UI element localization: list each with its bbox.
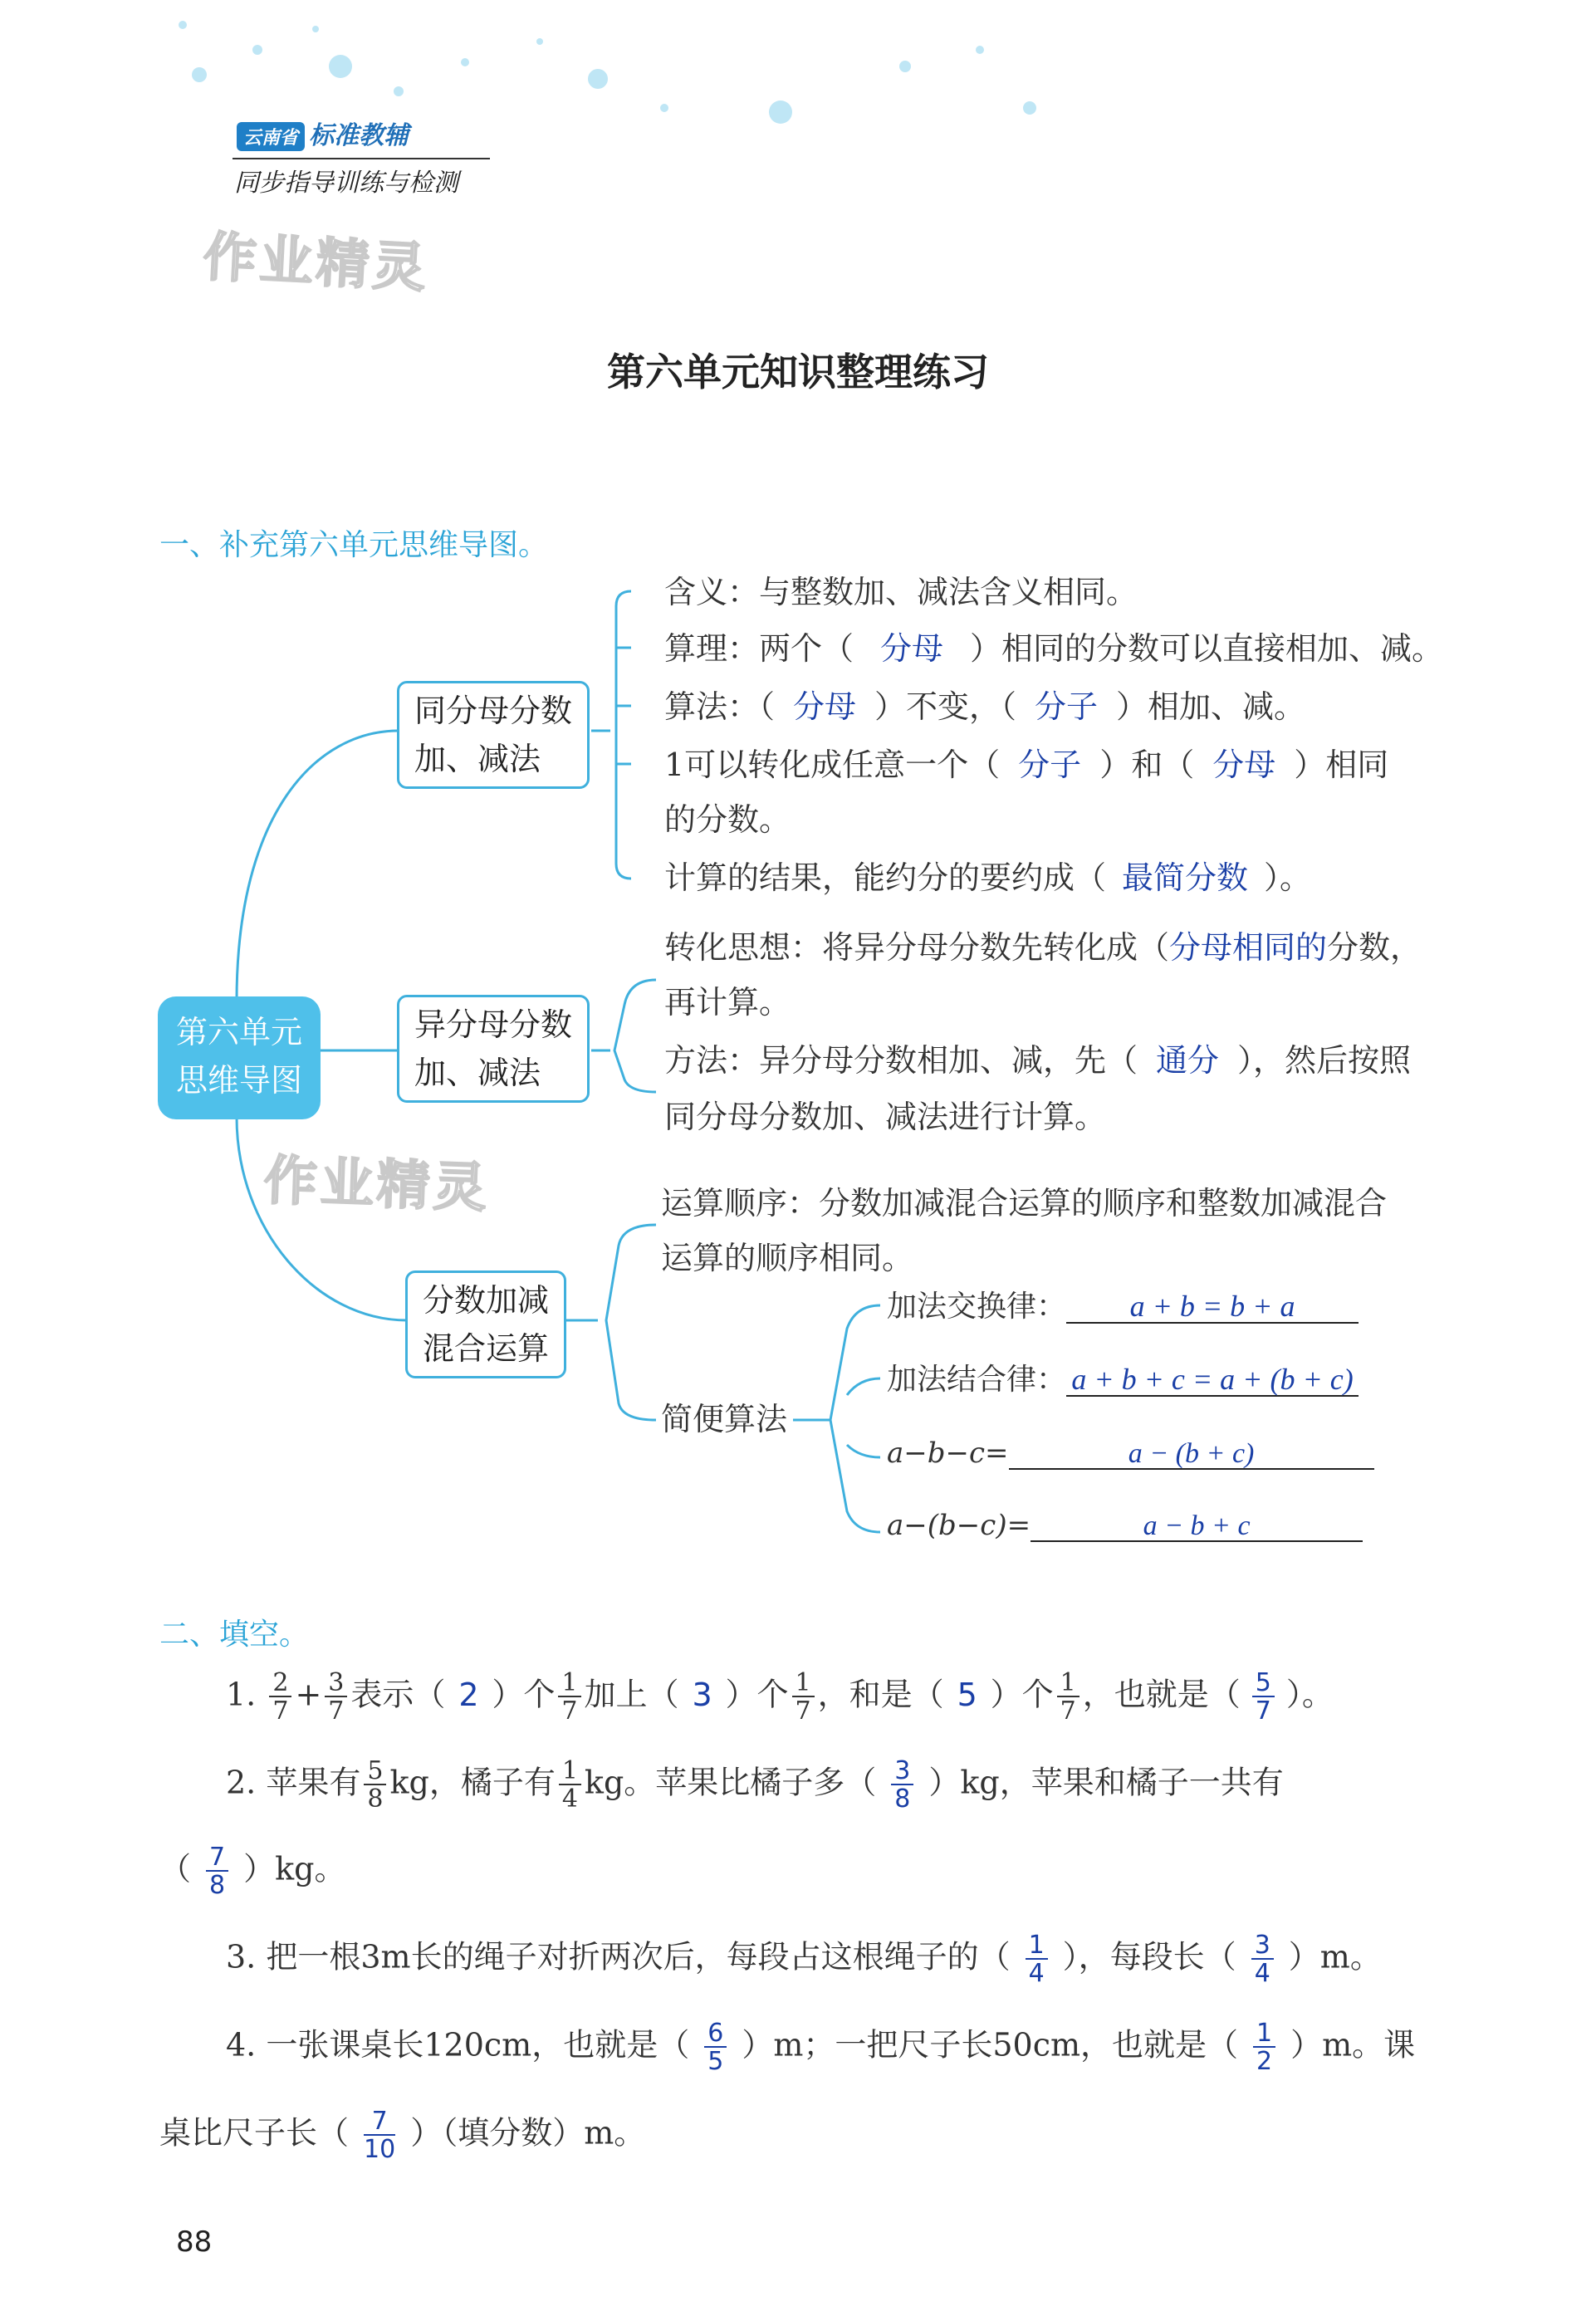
b1-item3-text-b: ）不变，（ [874, 688, 1017, 725]
b2-item2-text-b: ），然后按照 [1237, 1042, 1412, 1079]
law4-label: a−(b−c)= [887, 1509, 1031, 1542]
b1-item4-answer2: 分母 [1212, 747, 1276, 783]
law1 [887, 1291, 1359, 1324]
branch3-line1: 分数加减 [423, 1282, 550, 1319]
section1-heading: 一、补充第六单元思维导图。 [159, 528, 549, 562]
branch1-node [397, 681, 590, 789]
law3-label: a−b−c= [887, 1437, 1009, 1470]
branch3-line2: 混合运算 [423, 1330, 550, 1367]
b1-item2-text-a: 算理：两个（ [664, 630, 854, 667]
b2-item1-text-a: 转化思想：将异分母分数先转化成（ [664, 929, 1170, 966]
q1-answer1: 2 [458, 1676, 479, 1713]
q2-frac2: $\frac{1}{4}$ [559, 1759, 581, 1812]
q1-answer4: $\frac{5}{7}$ [1252, 1671, 1275, 1724]
root-line1: 第六单元 [175, 1014, 302, 1050]
q4-answer1: $\frac{6}{5}$ [704, 2021, 727, 2074]
page-number: 88 [176, 2225, 213, 2259]
q3-number: 3. [226, 1938, 257, 1975]
watermark-top: 作业精灵 [201, 226, 431, 301]
branch3-node [405, 1270, 566, 1378]
b2-item2-text-a: 方法：异分母分数相加、减，先（ [664, 1042, 1138, 1079]
q4-number: 4. [226, 2026, 257, 2064]
b1-item4-text-c: ）相同 [1294, 747, 1389, 783]
b1-item3-text-a: 算法：（ [664, 688, 776, 725]
b2-item1-text-b: 分数， [1327, 929, 1422, 966]
brand-subtitle: 同步指导训练与检测 [234, 169, 458, 198]
law4 [887, 1511, 1363, 1542]
b1-item3-answer2: 分子 [1035, 688, 1099, 725]
b3-item1: 运算顺序：分数加减混合运算的顺序和整数加减混合 [661, 1185, 1388, 1221]
question-4-cont: 桌比尺子长（ $\frac{7}{10}$ ）（填分数）m。 [159, 2107, 646, 2164]
b1-item1 [664, 576, 1138, 608]
b1-item3-text-c: ）相加、减。 [1116, 688, 1306, 725]
q1-frac5: $\frac{1}{7}$ [1057, 1671, 1080, 1724]
law2-answer: a + b + c = a + (b + c) [1071, 1363, 1354, 1396]
b1-item5-text-a: 计算的结果，能约分的要约成（ [664, 859, 1107, 896]
b2-item1-cont: 再计算。 [664, 984, 791, 1021]
branch2-node [397, 995, 590, 1103]
question-2: 2. 苹果有 $\frac{5}{8}$ kg，橘子有 $\frac{1}{4}$ kg。苹果比橘子多（ $\frac{3}{8}$ ）kg，苹果和橘子一共有 [226, 1756, 1284, 1814]
b1-item3-answer1: 分母 [793, 688, 857, 725]
law2 [887, 1364, 1359, 1397]
q4-answer2: $\frac{1}{2}$ [1253, 2021, 1275, 2074]
q2-answer1: $\frac{3}{8}$ [891, 1759, 913, 1812]
q1-number: 1. [226, 1676, 257, 1713]
page-title: 第六单元知识整理练习 [607, 350, 989, 394]
law2-label: 加法结合律： [887, 1363, 1067, 1397]
b1-item2-answer: 分母 [880, 630, 944, 667]
b1-item1-text: 含义：与整数加、减法含义相同。 [664, 574, 1138, 610]
q2-number: 2. [226, 1764, 257, 1801]
b2-item2-cont: 同分母分数加、减法进行计算。 [664, 1099, 1107, 1135]
law1-label: 加法交换律： [887, 1290, 1067, 1324]
branch1-line2: 加、减法 [414, 741, 541, 777]
law3-answer: a − (b + c) [1128, 1438, 1255, 1469]
b1-item3 [664, 688, 1306, 725]
b3-item1-cont: 运算的顺序相同。 [661, 1240, 914, 1276]
law1-answer: a + b = b + a [1129, 1290, 1295, 1323]
question-4: 4. 一张课桌长120cm，也就是（ $\frac{6}{5}$ ）m；一把尺子长50cm，也就是（ $\frac{1}{2}$ ）m。课 [226, 2019, 1416, 2076]
brand-title: 标准教辅 [309, 121, 409, 150]
b1-item4-cont: 的分数。 [664, 801, 791, 838]
question-1: 1. $\frac{2}{7}$ + $\frac{3}{7}$ 表示（ 2 ）个 $\frac{1}{7}$ 加上（ 3 ）个 $\frac{1}{7}$ ，和是（ 5 ）个 $\frac{1}{7}$ ，也就是（ $\frac{5}{7}$ ）。 [226, 1668, 1334, 1726]
q1-answer3: 5 [957, 1676, 977, 1713]
q1-answer2: 3 [692, 1676, 712, 1713]
watermark-middle: 作业精灵 [262, 1150, 491, 1220]
q4-answer3: $\frac{7}{10}$ [364, 2107, 396, 2164]
q1-frac2: $\frac{3}{7}$ [325, 1671, 347, 1724]
b1-item5-text-b: ）。 [1264, 859, 1312, 896]
b2-item2 [664, 1042, 1412, 1079]
b1-item4-text-b: ）和（ [1099, 747, 1195, 783]
law4-answer: a − b + c [1143, 1510, 1251, 1541]
b1-item4 [664, 749, 1388, 781]
q2-answer2: $\frac{7}{8}$ [206, 1845, 228, 1898]
q3-answer2: $\frac{3}{4}$ [1251, 1933, 1274, 1986]
q1-frac1: $\frac{2}{7}$ [269, 1671, 291, 1724]
b2-item1-answer: 分母相同的 [1169, 929, 1328, 966]
root-line2: 思维导图 [175, 1062, 302, 1099]
b1-item2 [664, 630, 1444, 667]
branch2-line1: 异分母分数 [414, 1006, 573, 1043]
b2-item2-answer: 通分 [1156, 1042, 1220, 1079]
law3 [887, 1439, 1374, 1470]
section2-heading: 二、填空。 [159, 1618, 310, 1652]
branch2-line2: 加、减法 [414, 1055, 541, 1091]
b2-item1 [664, 929, 1422, 966]
question-2-cont: （ $\frac{7}{8}$ ）kg。 [159, 1843, 346, 1900]
branch1-line1: 同分母分数 [414, 693, 573, 729]
question-3: 3. 把一根3m长的绳子对折两次后，每段占这根绳子的（ $\frac{1}{4}$ ），每段长（ $\frac{3}{4}$ ）m。 [226, 1931, 1382, 1988]
q2-frac1: $\frac{5}{8}$ [364, 1759, 386, 1812]
mindmap-root [158, 996, 321, 1119]
b1-item4-text-a: 1可以转化成任意一个（ [664, 747, 1001, 783]
brand-badge: 云南省 [237, 122, 305, 151]
b1-item5 [664, 859, 1312, 896]
b1-item5-answer: 最简分数 [1122, 859, 1249, 896]
b3-simple-label: 简便算法 [661, 1401, 788, 1437]
b1-item4-answer1: 分子 [1018, 747, 1082, 783]
q1-plus: + [295, 1676, 322, 1713]
b1-item2-text-b: ）相同的分数可以直接相加、减。 [970, 630, 1444, 667]
q1-frac3: $\frac{1}{7}$ [558, 1671, 580, 1724]
q3-answer1: $\frac{1}{4}$ [1026, 1933, 1048, 1986]
q1-frac4: $\frac{1}{7}$ [792, 1671, 815, 1724]
